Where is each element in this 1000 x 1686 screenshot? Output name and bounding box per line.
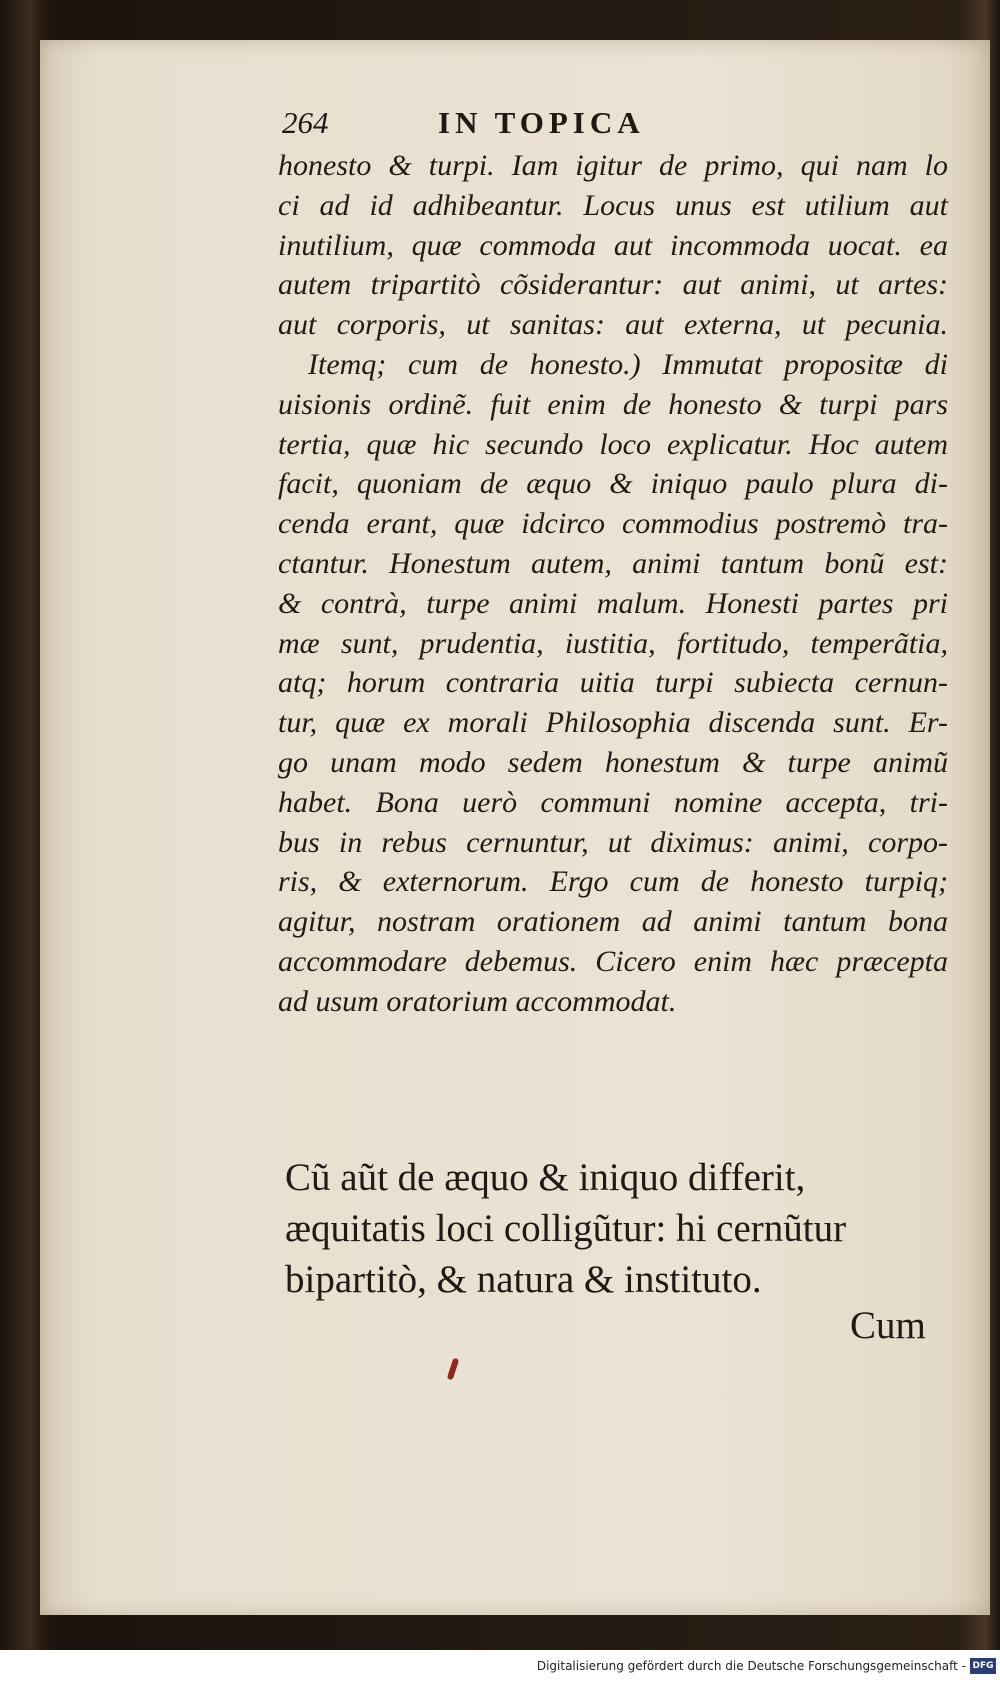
text-line: honesto & turpi. Iam igitur de primo, qui nam lo (278, 149, 948, 182)
commentary-text (278, 146, 948, 1022)
lemma-line: bipartitò, & natura & instituto. (285, 1258, 762, 1301)
text-line: inutilium, quæ commoda aut incommoda uocat. ea (278, 228, 948, 262)
running-title: IN TOPICA (438, 105, 645, 140)
text-line: bus in rebus cernuntur, ut diximus: animi, corpo- (278, 825, 948, 859)
text-line: atq; horum contraria uitia turpi subiecta cernun- (278, 666, 948, 700)
catchword: Cum (850, 1304, 926, 1347)
digitization-credit: Digitalisierung gefördert durch die Deutsche Forschungsgemeinschaft - (536, 1659, 966, 1673)
text-line: accommodare debemus. Cicero enim hæc præcepta (278, 944, 948, 978)
text-line: cenda erant, quæ idcirco commodius postremò tra- (278, 507, 948, 541)
text-line: go unam modo sedem honestum & turpe animũ (278, 745, 948, 779)
text-line: tur, quæ ex morali Philosophia discenda sunt. Er- (278, 706, 948, 740)
page-number: 264 (282, 105, 329, 140)
text-line: Itemq; cum de honesto.) Immutat propositæ di (308, 347, 948, 381)
dfg-logo: DFG (970, 1658, 996, 1674)
text-line: autem tripartitò cõsiderantur: aut animi, ut artes: (278, 268, 948, 302)
lemma-line: Cũ aũt de æquo & iniquo differit, (285, 1156, 806, 1199)
text-line: ci ad id adhibeantur. Locus unus est utilium aut (278, 188, 948, 222)
text-line: aut corporis, ut sanitas: aut externa, ut pecunia. (278, 308, 948, 342)
text-line: ctantur. Honestum autem, animi tantum bonũ est: (278, 546, 948, 580)
text-line: uisionis ordinẽ. fuit enim de honesto & turpi pars (278, 387, 948, 421)
page-header (238, 105, 818, 145)
text-line: tertia, quæ hic secundo loco explicatur. Hoc autem (278, 427, 948, 461)
text-line: ad usum oratorium accommodat. (278, 984, 677, 1018)
text-line: habet. Bona uerò communi nomine accepta, tri- (278, 785, 948, 819)
text-line: ris, & externorum. Ergo cum de honesto turpiq; (278, 865, 948, 899)
footer-bar (0, 1650, 1000, 1686)
text-line: facit, quoniam de æquo & iniquo paulo plura di- (278, 467, 948, 501)
lemma-text (285, 1152, 950, 1305)
text-line: mæ sunt, prudentia, iustitia, fortitudo, temperãtia, (278, 626, 948, 660)
text-line: agitur, nostram orationem ad animi tantum bona (278, 905, 948, 939)
lemma-line: æquitatis loci colligũtur: hi cernũtur (285, 1207, 847, 1250)
text-line: & contrà, turpe animi malum. Honesti partes pri (278, 586, 948, 620)
